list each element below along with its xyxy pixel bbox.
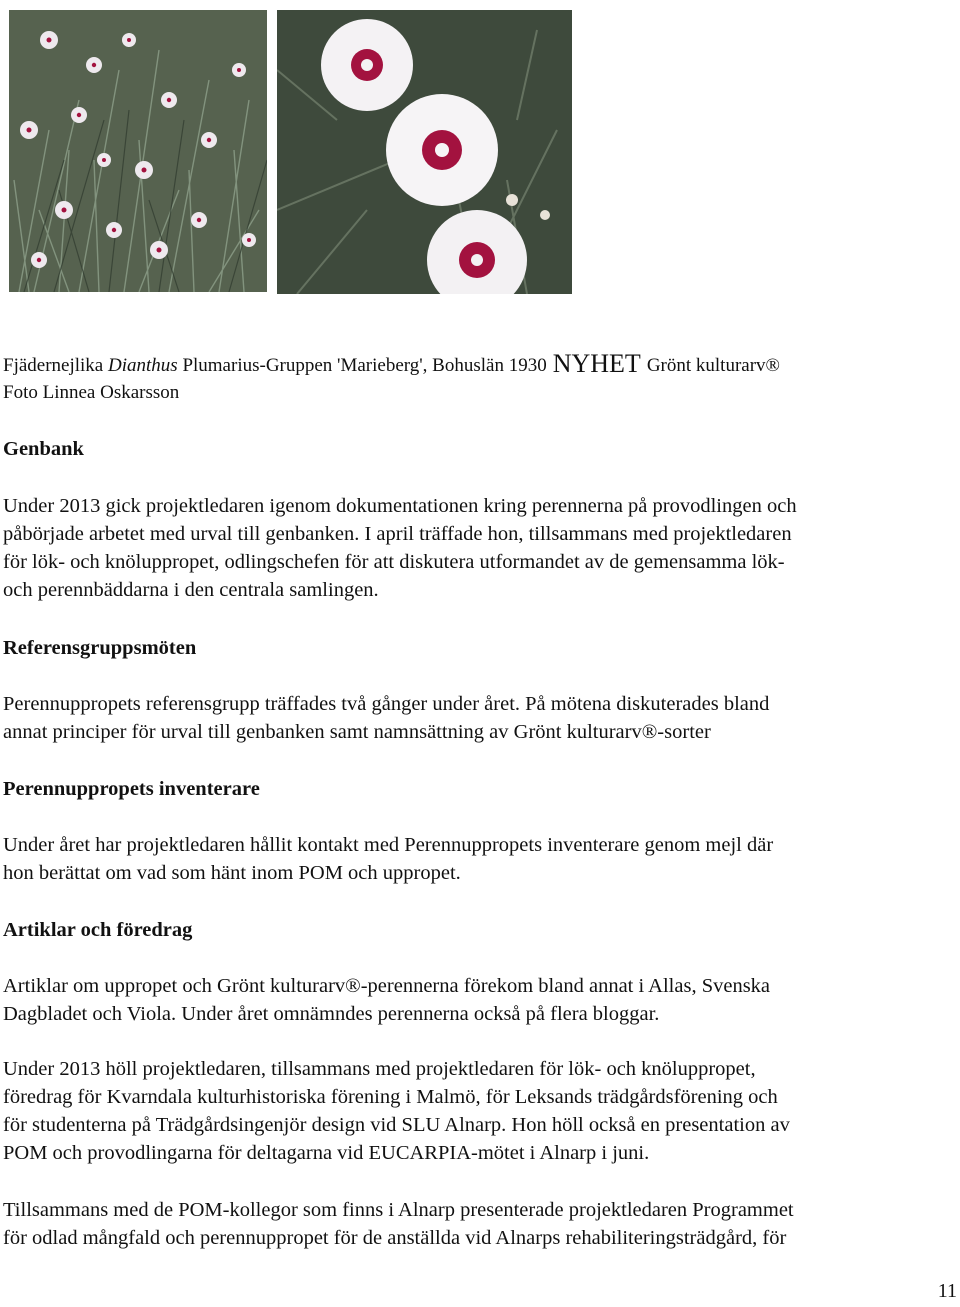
paragraph-line: och perennbäddarna i den centrala samlingen. [3,579,379,601]
caption-heritage-label: Grönt kulturarv® [646,355,780,376]
paragraph-line: Perennuppropets referensgrupp träffades två gånger under året. På mötena diskuterades bland [3,693,770,715]
paragraph-line: Tillsammans med de POM-kollegor som finns i Alnarp presenterade projektledaren Programmet [3,1199,794,1221]
carnation-clump-photo [9,10,267,292]
paragraph-line: annat principer för urval till genbanken samt namnsättning av Grönt kulturarv®-sorter [3,721,711,743]
page-number: 11 [937,1280,957,1302]
paragraph-line: för lök- och knöluppropet, odlingschefen för att diskutera utformandet av de gemensamma lök- [3,551,785,573]
caption-common-name: Fjädernejlika [3,355,108,376]
photo-credit: Foto Linnea Oskarsson [3,382,180,403]
carnation-closeup-image [277,10,572,294]
carnation-flower-middle [386,94,498,206]
paragraph-line: för studenterna på Trädgårdsingenjör design vid SLU Alnarp. Hon höll också en presentation av [3,1114,790,1136]
paragraph-line: hon berättat om vad som hänt inom POM och uppropet. [3,862,461,884]
section-heading-artiklar: Artiklar och föredrag [3,919,193,941]
paragraph-line: POM och provodlingarna för deltagarna vid EUCARPIA-mötet i Alnarp i juni. [3,1142,650,1164]
section-heading-genbank: Genbank [3,438,84,460]
paragraph-line: Dagbladet och Viola. Under året omnämndes perennerna också på flera bloggar. [3,1003,660,1025]
caption-cultivar: Plumarius-Gruppen 'Marieberg', Bohuslän 1930 [177,355,547,376]
section-heading-referens: Referensgruppsmöten [3,637,197,659]
carnation-flower-top [321,19,413,111]
paragraph-line: påbörjade arbetet med urval till genbanken. I april träffade hon, tillsammans med projektledaren [3,523,792,545]
paragraph-line: Under 2013 gick projektledaren igenom dokumentationen kring perennerna på provodlingen och [3,495,797,517]
paragraph-line: föredrag för Kvarndala kulturhistoriska förening i Malmö, för Leksands trädgårdsförening och [3,1086,778,1108]
paragraph-line: Artiklar om uppropet och Grönt kulturarv®-perennerna förekom bland annat i Allas, Svenska [3,975,771,997]
photo-caption [3,350,780,380]
paragraph-line: Under 2013 höll projektledaren, tillsammans med projektledaren för lök- och knöluppropet, [3,1058,756,1080]
caption-new-badge: NYHET [552,349,641,378]
caption-species: Dianthus [108,355,178,376]
paragraph-line: för odlad mångfald och perennuppropet för de anställda vid Alnarps rehabiliteringsträdgård, för [3,1227,787,1249]
carnation-clump-image [9,10,267,292]
paragraph-line: Under året har projektledaren hållit kontakt med Perennuppropets inventerare genom mejl där [3,834,774,856]
section-heading-inventerare: Perennuppropets inventerare [3,778,260,800]
carnation-closeup-photo [277,10,572,294]
